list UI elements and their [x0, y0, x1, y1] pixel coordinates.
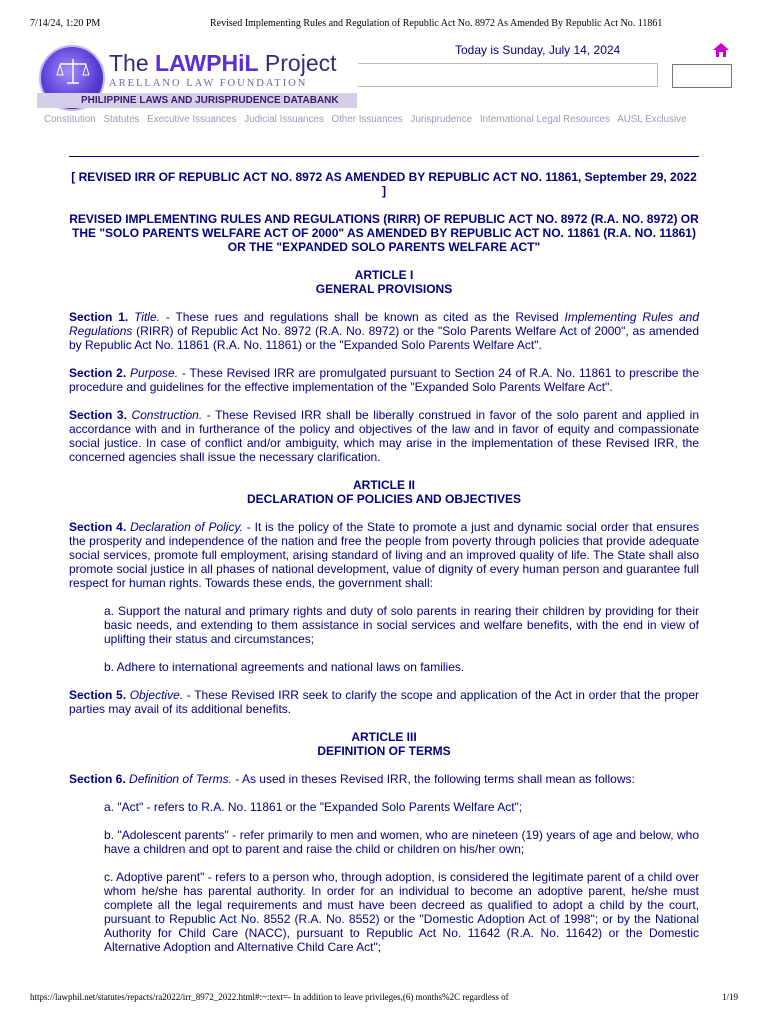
document-title: REVISED IMPLEMENTING RULES AND REGULATIONS (RIRR) OF REPUBLIC ACT NO. 8972 (R.A. NO. 8972) OR THE "SOLO PARENTS WELFARE ACT OF 2000" AS AMENDED BY REPUBLIC ACT NO. 11861 (R.A. NO. 11861) OR THE "EXPANDED SOLO PARENTS WELFARE ACT" — [69, 212, 699, 254]
section-1 — [69, 310, 699, 352]
page-number: 1/19 — [721, 992, 738, 1002]
section-title: Construction. — [131, 408, 203, 422]
section-italic-text: Implementing Rules and Regulations — [69, 310, 699, 338]
document-body — [69, 170, 699, 968]
section-title: Purpose. — [130, 366, 179, 380]
list-item: a. "Act" - refers to R.A. No. 11861 or the "Expanded Solo Parents Welfare Act"; — [104, 800, 523, 814]
print-header — [30, 18, 738, 32]
article-number: ARTICLE III — [351, 730, 417, 744]
article-title: DECLARATION OF POLICIES AND OBJECTIVES — [246, 492, 522, 506]
main-nav — [44, 114, 734, 125]
site-logo[interactable] — [37, 40, 357, 112]
section-text: - These Revised IRR are promulgated pursuant to Section 24 of R.A. No. 11861 to prescribe the procedure and guidelines for the effective implementation of the "Expanded Solo Parents Welfare Act". — [69, 366, 699, 394]
print-url: https://lawphil.net/statutes/repacts/ra2022/irr_8972_2022.html#:~:text=- In addition to leave privileges,(6) months%2C regardless of — [30, 992, 509, 1002]
list-item: b. "Adolescent parents" - refer primarily to men and women, who are nineteen (19) years of age and below, who have a children and opt to parent and raise the child or children on his/her own; — [104, 828, 699, 856]
section-title: Objective. — [129, 688, 184, 702]
list-item: b. Adhere to international agreements and national laws on families. — [104, 660, 465, 674]
section-label: Section 4. — [69, 520, 127, 534]
section-text: - It is the policy of the State to promote a just and dynamic social order that ensures the prosperity and independence of the nation and free the people from poverty through policies that provide adequate social services, promote full employment, arising standard of living and an improved quality of life. The State shall also promote social justice in all phases of national development, value of dignity of every human person and guarantee full respect for human rights. Towards these ends, the government shall: — [69, 520, 700, 590]
article-heading — [69, 730, 699, 758]
article-heading — [69, 478, 699, 506]
section-4 — [69, 520, 699, 590]
section-text: - These Revised IRR seek to clarify the scope and application of the Act in order that the proper parties may avail of its additional benefits. — [69, 688, 699, 716]
section-5 — [69, 688, 699, 716]
site-title-suffix: Project — [258, 50, 337, 76]
article-number: ARTICLE II — [353, 478, 415, 492]
nav-jurisprudence[interactable]: Jurisprudence — [410, 114, 473, 125]
article-heading — [69, 268, 699, 296]
section-2 — [69, 366, 699, 394]
foundation-name: ARELLANO LAW FOUNDATION — [109, 78, 308, 89]
site-title-prefix: The — [109, 50, 156, 76]
section-text: - As used in theses Revised IRR, the following terms shall mean as follows: — [231, 772, 635, 786]
section-6 — [69, 772, 699, 786]
section-title: Title. — [134, 310, 160, 324]
section-label: Section 6. — [69, 772, 126, 786]
article-number: ARTICLE I — [354, 268, 414, 282]
section-label: Section 2. — [69, 366, 127, 380]
print-footer — [30, 992, 738, 1006]
search-input[interactable] — [358, 63, 658, 87]
today-date: Today is Sunday, July 14, 2024 — [455, 43, 621, 57]
section-label: Section 3. — [69, 408, 127, 422]
section-title: Definition of Terms. — [129, 772, 232, 786]
section-title: Declaration of Policy. — [130, 520, 243, 534]
nav-ausl-exclusive[interactable]: AUSL Exclusive — [617, 114, 687, 125]
search-button[interactable] — [672, 64, 732, 88]
nav-international-legal-resources[interactable]: International Legal Resources — [479, 114, 610, 125]
section-text: - These Revised IRR shall be liberally construed in favor of the solo parent and applied in accordance with and in furtherance of the policy and objectives of the law and in favor of equity and compassionate social justice. In case of conflict and/or ambiguity, which may arise in the implementation of these Revised IRR, the concerned agencies shall issue the necessary clarification. — [69, 408, 699, 464]
print-datetime: 7/14/24, 1:20 PM — [30, 18, 101, 29]
article-title: GENERAL PROVISIONS — [315, 282, 453, 296]
nav-other-issuances[interactable]: Other Issuances — [331, 114, 403, 125]
print-title: Revised Implementing Rules and Regulation of Republic Act No. 8972 As Amended By Republic Act No. 11861 — [210, 18, 663, 29]
nav-executive-issuances[interactable]: Executive Issuances — [147, 114, 237, 125]
databank-banner: PHILIPPINE LAWS AND JURISPRUDENCE DATABANK — [37, 93, 357, 108]
home-icon[interactable] — [712, 42, 730, 58]
nav-judicial-issuances[interactable]: Judicial Issuances — [244, 114, 324, 125]
list-item: c. Adoptive parent" - refers to a person who, through adoption, is considered the legitimate parent of a child over whom he/she has parental authority. In order for an individual to become an adoptive parent, he/she must complete all the legal requirements and must have been decreed as qualified to adopt a child by the court, pursuant to Republic Act No. 8552 (R.A. No. 8552) or the "Domestic Adoption Act of 1998"; or by the National Authority for Child Care (NACC), pursuant to Republic Act No. 11642 (R.A. No. 11642) or the Domestic Alternative Adoption and Alternative Child Care Act"; — [104, 870, 699, 954]
nav-statutes[interactable]: Statutes — [103, 114, 140, 125]
section-label: Section 5. — [69, 688, 127, 702]
section-text: (RIRR) of Republic Act No. 8972 (R.A. No. 8972) or the "Solo Parents Welfare Act of 2000", as amended by Republic Act No. 11861 (R.A. No. 11861) or the "Expanded Solo Parents Welfare Act". — [69, 324, 699, 352]
document-heading: [ REVISED IRR OF REPUBLIC ACT NO. 8972 AS AMENDED BY REPUBLIC ACT NO. 11861, September 29, 2022 ] — [71, 170, 697, 198]
section-text: - These rues and regulations shall be known as cited as the Revised — [159, 310, 565, 324]
article-title: DEFINITION OF TERMS — [317, 744, 451, 758]
site-title-brand: LAWPHiL — [155, 50, 259, 76]
content-divider — [69, 156, 699, 157]
nav-constitution[interactable]: Constitution — [44, 114, 96, 125]
section-3 — [69, 408, 699, 464]
site-title — [109, 50, 337, 77]
list-item: a. Support the natural and primary rights and duty of solo parents in rearing their children by providing for their basic needs, and extending to them assistance in social services and welfare benefits, with the end in view of uplifting their status and circumstances; — [104, 604, 699, 646]
section-label: Section 1. — [69, 310, 129, 324]
